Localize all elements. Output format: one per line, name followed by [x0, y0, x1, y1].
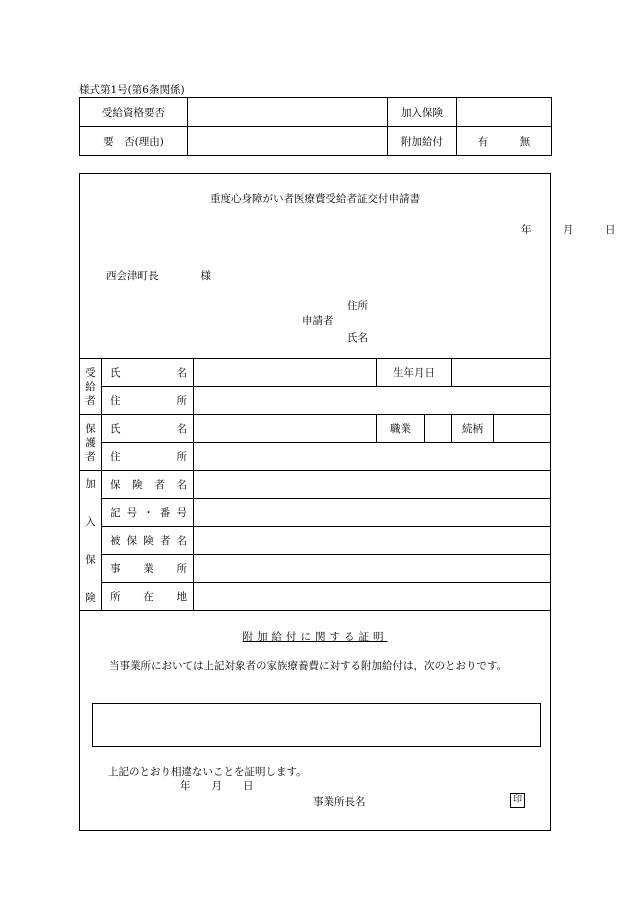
table-row: [80, 359, 551, 387]
insurer-name-label: 保険者名: [102, 471, 194, 499]
table-row: [80, 387, 551, 415]
table-row: [80, 583, 551, 611]
guardian-address-label: 住所: [102, 443, 194, 471]
form-title: 重度心身障がい者医療費受給者証交付申請書: [210, 193, 420, 205]
birthdate-label: 生年月日: [377, 359, 452, 387]
office-value[interactable]: [194, 555, 551, 583]
recipient-name-label: 氏名: [102, 359, 194, 387]
application-form: [79, 173, 616, 831]
occupation-value[interactable]: [425, 415, 452, 443]
symbol-number-label: 記号・番号: [102, 499, 194, 527]
applicant-name-label: 氏名: [347, 332, 368, 344]
insurance-value[interactable]: [457, 98, 552, 127]
seal-mark: 印: [510, 793, 525, 808]
recipient-address-value[interactable]: [194, 387, 551, 415]
supplement-value[interactable]: 有 無: [457, 127, 552, 156]
office-head-label: 事業所長名: [313, 796, 366, 808]
occupation-label: 職業: [377, 415, 425, 443]
symbol-number-value[interactable]: [194, 499, 551, 527]
certificate-title: 附加給付に関する証明: [242, 631, 388, 643]
guardian-address-value[interactable]: [194, 443, 551, 471]
approval-label: 要 否(理由): [80, 127, 188, 156]
insured-name-label: 被保険者名: [102, 527, 194, 555]
certificate-detail-box[interactable]: [92, 703, 541, 747]
form-number: 様式第1号(第6条関係): [79, 84, 185, 96]
table-row: [80, 499, 551, 527]
guardian-name-label: 氏名: [102, 415, 194, 443]
insurance-label: 加入保険: [388, 98, 457, 127]
insured-name-value[interactable]: [194, 527, 551, 555]
screening-table: [79, 97, 552, 156]
application-date[interactable]: 年 月 日: [521, 224, 616, 236]
table-row: [80, 527, 551, 555]
table-row: [80, 415, 551, 443]
applicant-address-label: 住所: [347, 300, 368, 312]
location-label: 所在地: [102, 583, 194, 611]
insurance-group-label: 加 入 保 険: [80, 471, 102, 611]
table-row: [80, 443, 551, 471]
certificate-body: 当事業所においては上記対象者の家族療養費に対する附加給付は，次のとおりです。: [109, 660, 508, 672]
certificate-date[interactable]: 年 月 日: [180, 780, 254, 792]
guardian-group-label: 保 護 者: [80, 415, 102, 471]
birthdate-value[interactable]: [452, 359, 551, 387]
table-row: [80, 555, 551, 583]
relation-value[interactable]: [494, 415, 551, 443]
recipient-name-value[interactable]: [194, 359, 377, 387]
approval-value[interactable]: [188, 127, 388, 156]
eligibility-value[interactable]: [188, 98, 388, 127]
relation-label: 続柄: [452, 415, 494, 443]
recipient-address-label: 住所: [102, 387, 194, 415]
addressee: 西会津町長 様: [106, 270, 211, 282]
applicant-label: 申請者: [302, 315, 334, 327]
location-value[interactable]: [194, 583, 551, 611]
insurer-name-value[interactable]: [194, 471, 551, 499]
table-row: [80, 471, 551, 499]
certificate-statement: 上記のとおり相違ないことを証明します。: [108, 766, 307, 778]
office-label: 事業所: [102, 555, 194, 583]
eligibility-label: 受給資格要否: [80, 98, 188, 127]
recipient-group-label: 受 給 者: [80, 359, 102, 415]
supplement-certificate: [80, 614, 550, 830]
detail-table: [79, 358, 551, 611]
supplement-label: 附加給付: [388, 127, 457, 156]
guardian-name-value[interactable]: [194, 415, 377, 443]
